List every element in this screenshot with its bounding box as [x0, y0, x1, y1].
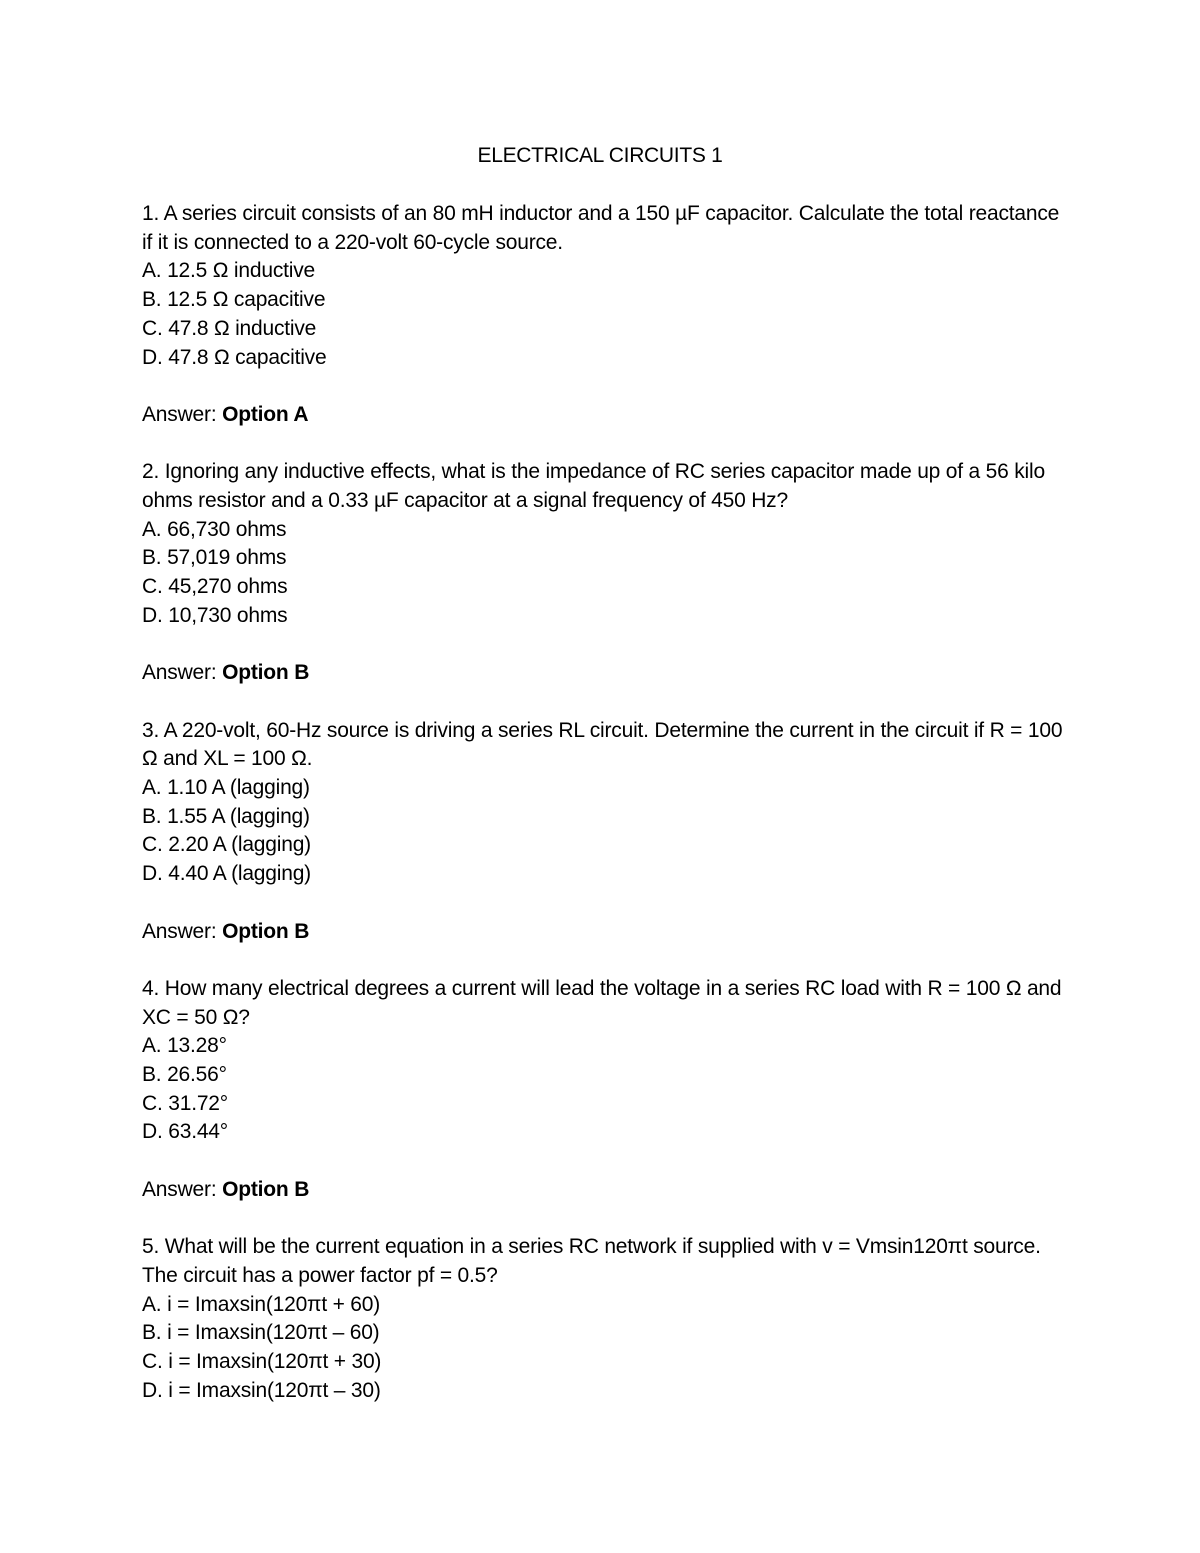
question-2: [142, 458, 1072, 630]
answer-value: Option B: [222, 919, 310, 943]
option-a: A. 13.28°: [142, 1034, 227, 1058]
question-list: [142, 200, 1072, 1434]
answer-value: Option B: [222, 661, 310, 685]
option-a: A. 12.5 Ω inductive: [142, 259, 315, 283]
option-c: C. 47.8 Ω inductive: [142, 316, 317, 340]
answer-label: Answer:: [142, 919, 217, 943]
option-d: D. 47.8 Ω capacitive: [142, 345, 327, 369]
option-b: B. i = Imaxsin(120πt – 60): [142, 1321, 380, 1345]
answer-2: [142, 659, 1072, 688]
question-1: [142, 200, 1072, 372]
option-c: C. 45,270 ohms: [142, 575, 288, 599]
option-a: A. 1.10 A (lagging): [142, 776, 310, 799]
answer-value: Option B: [222, 1177, 310, 1201]
answer-4: [142, 1176, 1072, 1205]
answer-value: Option A: [222, 402, 309, 426]
question-5: [142, 1233, 1072, 1405]
option-d: D. 4.40 A (lagging): [142, 862, 311, 886]
answer-label: Answer:: [142, 1177, 217, 1201]
option-c: C. i = Imaxsin(120πt + 30): [142, 1350, 382, 1373]
option-d: D. i = Imaxsin(120πt – 30): [142, 1378, 381, 1402]
option-c: C. 31.72°: [142, 1091, 228, 1115]
option-d: D. 10,730 ohms: [142, 603, 288, 627]
document-title: ELECTRICAL CIRCUITS 1: [477, 144, 723, 167]
question-text: 5. What will be the current equation in a series RC network if supplied with v = Vmsin120πt source. The circuit has a power factor pf = 0.5?: [142, 1235, 1041, 1287]
answer-label: Answer:: [142, 661, 217, 685]
answer-3: [142, 918, 1072, 947]
option-d: D. 63.44°: [142, 1120, 228, 1144]
option-b: B. 57,019 ohms: [142, 546, 287, 570]
answer-label: Answer:: [142, 402, 217, 426]
question-text: 4. How many electrical degrees a current will lead the voltage in a series RC load with R = 100 Ω and XC = 50 Ω?: [142, 976, 1062, 1029]
question-text: 2. Ignoring any inductive effects, what is the impedance of RC series capacitor made up of a 56 kilo ohms resistor and a 0.33 µF capacitor at a signal frequency of 450 Hz?: [142, 460, 1045, 512]
option-a: A. 66,730 ohms: [142, 517, 287, 541]
question-4: [142, 975, 1072, 1147]
option-c: C. 2.20 A (lagging): [142, 833, 311, 857]
question-text: 1. A series circuit consists of an 80 mH inductor and a 150 µF capacitor. Calculate the total reactance if it is connected to a 220-volt 60-cycle source.: [142, 202, 1060, 254]
option-a: A. i = Imaxsin(120πt + 60): [142, 1292, 381, 1316]
option-b: B. 26.56°: [142, 1063, 227, 1086]
question-text: 3. A 220-volt, 60-Hz source is driving a series RL circuit. Determine the current in the circuit if R = 100 Ω and XL = 100 Ω.: [142, 718, 1063, 771]
option-b: B. 12.5 Ω capacitive: [142, 288, 326, 312]
option-b: B. 1.55 A (lagging): [142, 804, 310, 828]
answer-1: [142, 401, 1072, 430]
question-3: [142, 717, 1072, 889]
